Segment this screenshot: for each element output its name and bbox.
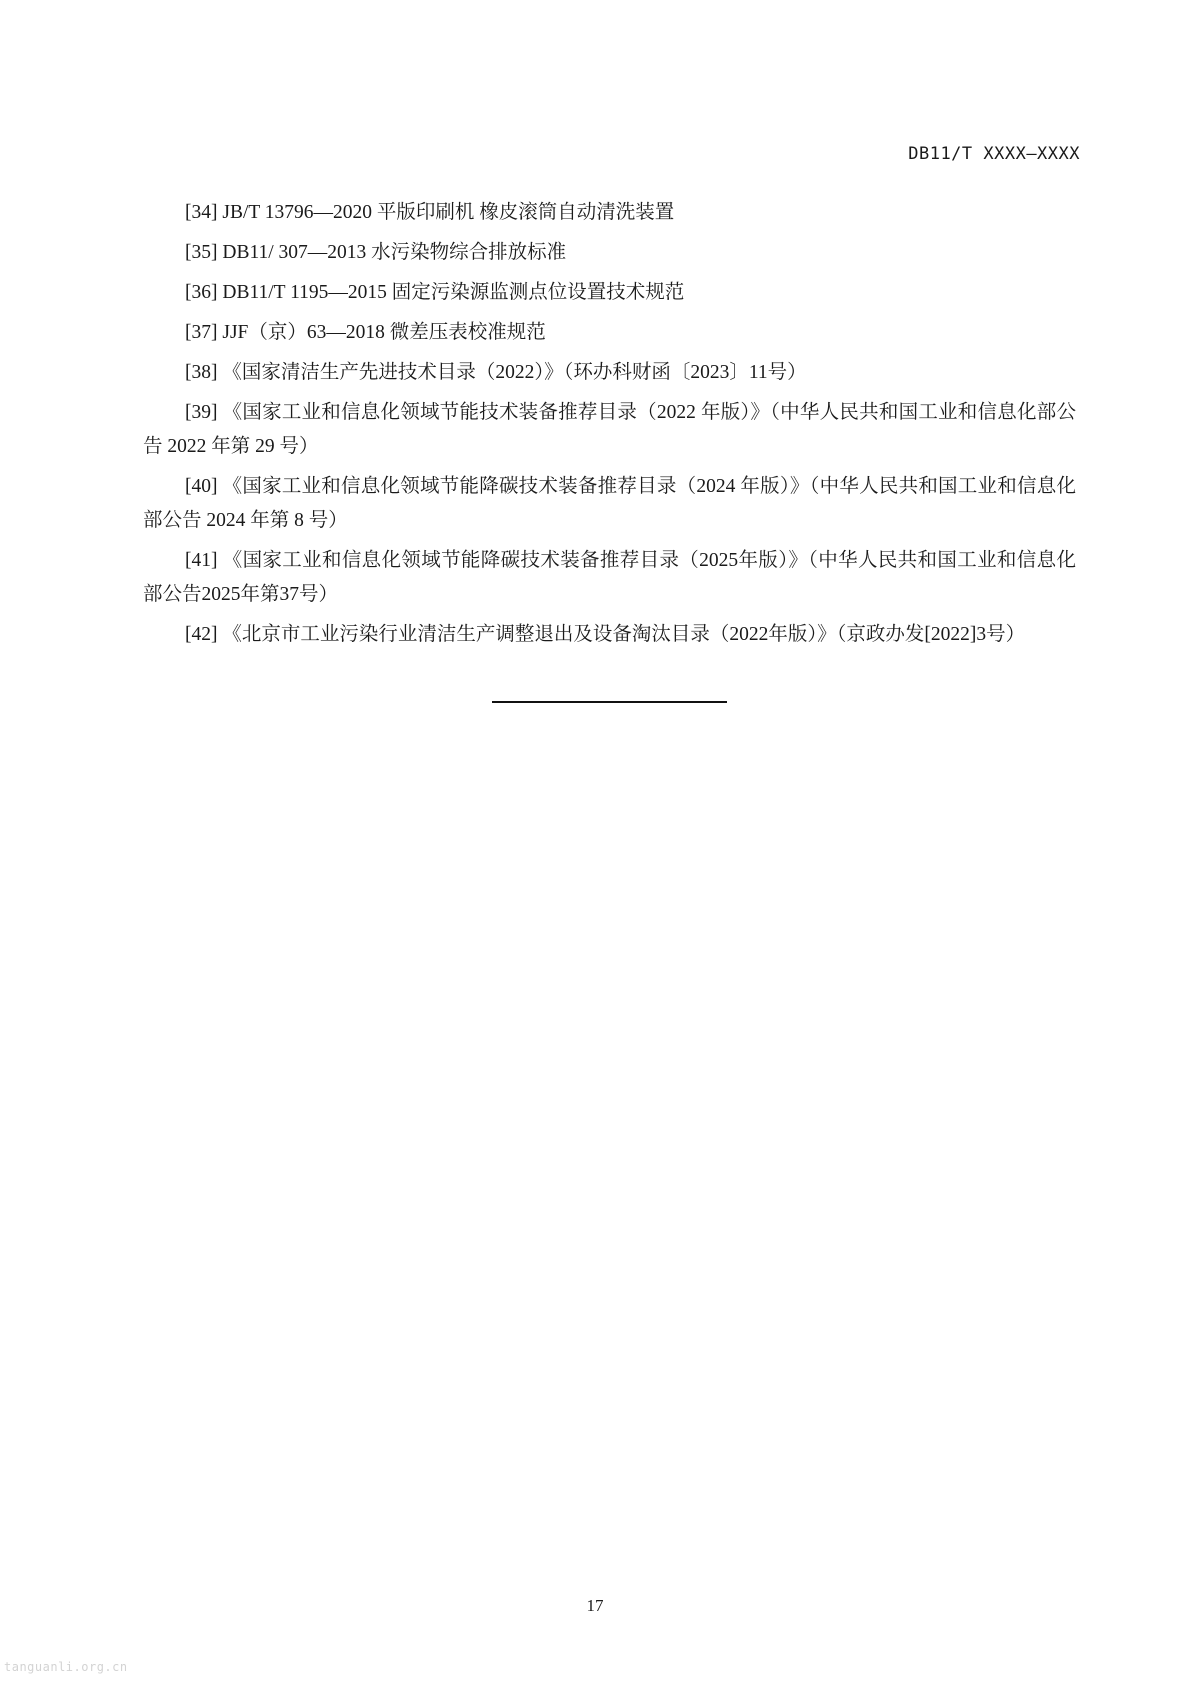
reference-item-42: [42] 《北京市工业污染行业清洁生产调整退出及设备淘汰目录（2022年版）》（京政办发[2022]3号） (185, 624, 1026, 645)
reference-item-37: [37] JJF（京）63—2018 微差压表校准规范 (185, 322, 546, 343)
watermark-text: tanguanli.org.cn (4, 1660, 128, 1674)
reference-item-39: [39] 《国家工业和信息化领域节能技术装备推荐目录（2022 年版）》（中华人民共和国工业和信息化部公告 2022 年第 29 号） (143, 402, 1076, 457)
reference-item-38: [38] 《国家清洁生产先进技术目录（2022）》（环办科财函〔2023〕11号） (185, 362, 807, 383)
reference-item-41: [41] 《国家工业和信息化领域节能降碳技术装备推荐目录（2025年版）》（中华人民共和国工业和信息化部公告2025年第37号） (143, 550, 1076, 605)
reference-item-34: [34] JB/T 13796—2020 平版印刷机 橡皮滚筒自动清洗装置 (185, 202, 675, 223)
end-of-document-rule (492, 701, 727, 703)
reference-item-35: [35] DB11/ 307—2013 水污染物综合排放标准 (185, 242, 567, 263)
reference-item-36: [36] DB11/T 1195—2015 固定污染源监测点位设置技术规范 (185, 282, 685, 303)
reference-list (143, 196, 1076, 658)
document-code-header: DB11/T XXXX—XXXX (908, 144, 1080, 164)
page-number: 17 (586, 1596, 604, 1615)
reference-item-40: [40] 《国家工业和信息化领域节能降碳技术装备推荐目录（2024 年版）》（中华人民共和国工业和信息化部公告 2024 年第 8 号） (143, 476, 1076, 531)
